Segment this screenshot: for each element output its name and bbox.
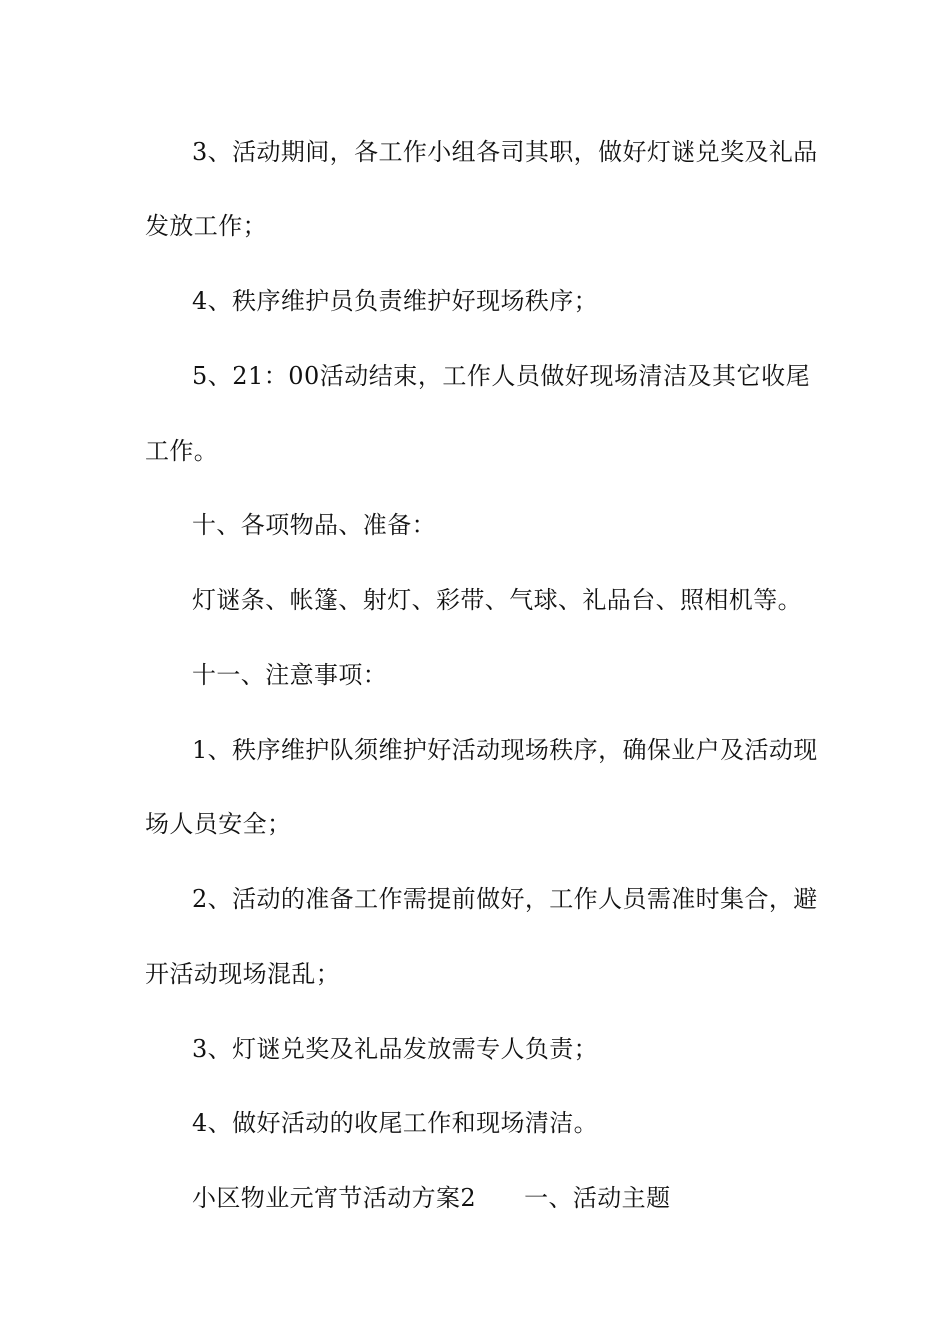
paragraph-line: 场人员安全； bbox=[145, 810, 292, 838]
section-heading: 十一、注意事项： bbox=[192, 661, 388, 689]
paragraph-line: 5、21：00活动结束，工作人员做好现场清洁及其它收尾 bbox=[192, 362, 810, 390]
paragraph-line: 发放工作； bbox=[145, 212, 267, 240]
paragraph-line: 2、活动的准备工作需提前做好，工作人员需准时集合，避 bbox=[192, 885, 818, 913]
paragraph-line: 工作。 bbox=[145, 437, 219, 465]
paragraph-line: 3、活动期间，各工作小组各司其职，做好灯谜兑奖及礼品 bbox=[192, 138, 818, 166]
paragraph-line: 4、做好活动的收尾工作和现场清洁。 bbox=[192, 1109, 599, 1137]
paragraph-line: 开活动现场混乱； bbox=[145, 960, 341, 988]
paragraph-line: 灯谜条、帐篷、射灯、彩带、气球、礼品台、照相机等。 bbox=[192, 586, 802, 614]
paragraph-line: 4、秩序维护员负责维护好现场秩序； bbox=[192, 287, 599, 315]
paragraph-line: 1、秩序维护队须维护好活动现场秩序，确保业户及活动现 bbox=[192, 736, 818, 764]
document-title-line bbox=[192, 1183, 810, 1213]
document-title: 小区物业元宵节活动方案2 bbox=[192, 1184, 477, 1212]
section-heading: 十、各项物品、准备： bbox=[192, 511, 436, 539]
paragraph-line: 3、灯谜兑奖及礼品发放需专人负责； bbox=[192, 1035, 599, 1063]
section-heading: 一、活动主题 bbox=[524, 1184, 671, 1212]
